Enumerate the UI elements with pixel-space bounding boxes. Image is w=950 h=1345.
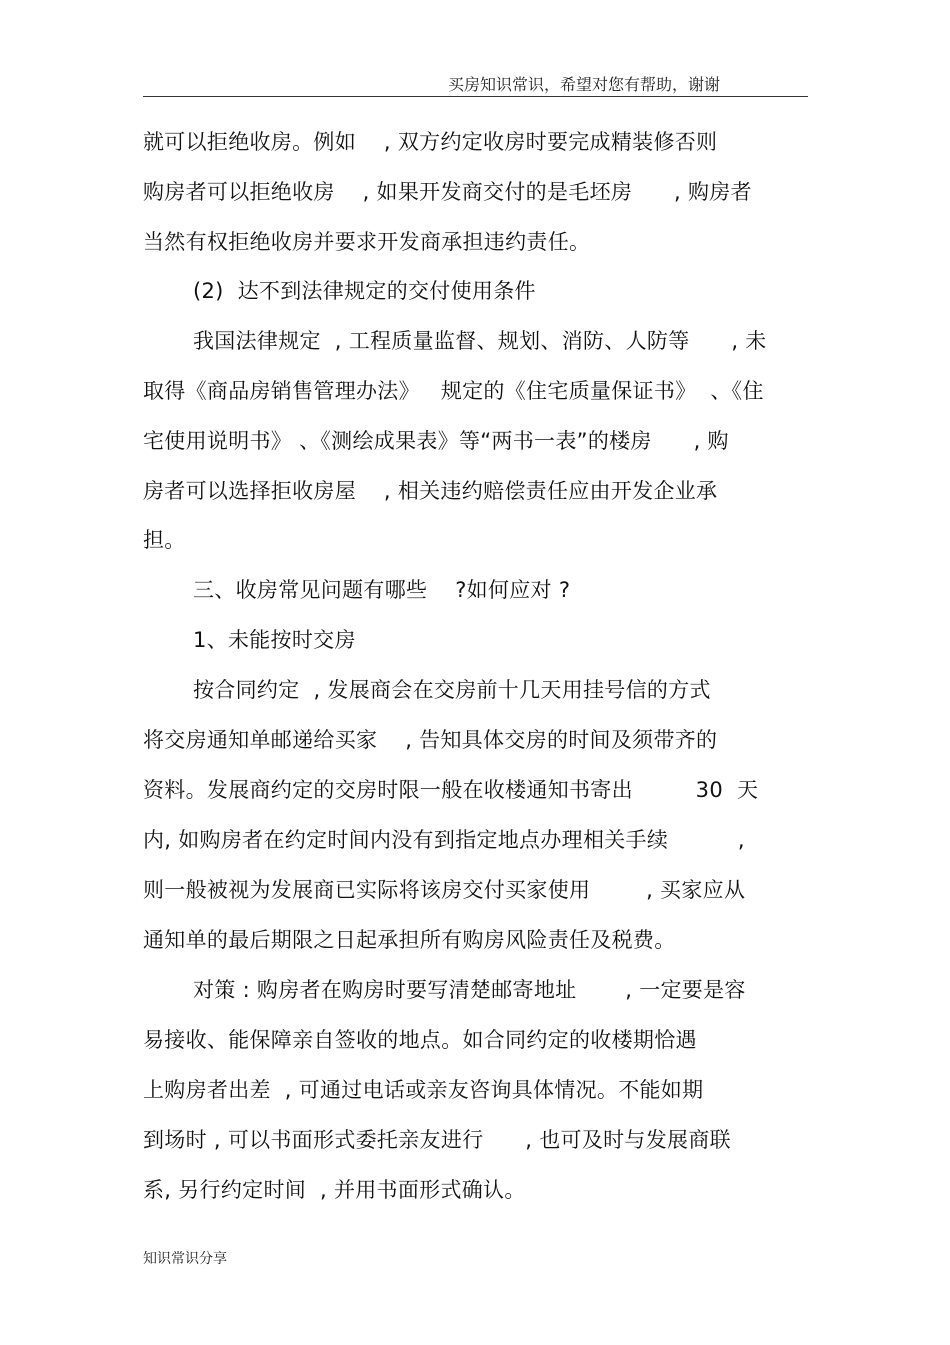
text-line: 易接收、能保障亲自签收的地点。如合同约定的收楼期恰遇 — [143, 1028, 697, 1052]
section-heading: (2) 达不到法律规定的交付使用条件 — [193, 279, 536, 303]
text-line: 到场时 , 可以书面形式委托亲友进行 , 也可及时与发展商联 — [143, 1128, 731, 1152]
text-line: 取得《商品房销售管理办法》 规定的《住宅质量保证书》 、《住 — [143, 379, 764, 403]
page-footer: 知识常识分享 — [143, 1251, 227, 1267]
text-line: 对策 : 购房者在购房时要写清楚邮寄地址 , 一定要是容 — [193, 978, 746, 1002]
text-line: 就可以拒绝收房。例如 , 双方约定收房时要完成精装修否则 — [143, 130, 718, 154]
text-line: 则一般被视为发展商已实际将该房交付买家使用 , 买家应从 — [143, 878, 746, 902]
text-line: 当然有权拒绝收房并要求开发商承担违约责任。 — [143, 230, 591, 254]
text-line: 按合同约定 , 发展商会在交房前十几天用挂号信的方式 — [193, 678, 711, 702]
text-line: 房者可以选择拒收房屋 , 相关违约赔偿责任应由开发企业承 — [143, 479, 718, 503]
text-line: 将交房通知单邮递给买家 , 告知具体交房的时间及须带齐的 — [143, 728, 718, 752]
text-line: 通知单的最后期限之日起承担所有购房风险责任及税费。 — [143, 928, 676, 952]
text-line: 上购房者出差 , 可通过电话或亲友咨询具体情况。不能如期 — [143, 1078, 704, 1102]
section-heading: 三、收房常见问题有哪些 ?如何应对 ? — [193, 578, 571, 602]
text-line: 资料。发展商约定的交房时限一般在收楼通知书寄出 30 天 — [143, 778, 759, 802]
text-line: 内, 如购房者在约定时间内没有到指定地点办理相关手续 , — [143, 828, 745, 852]
header-rule — [143, 96, 808, 97]
text-line: 系, 另行约定时间 , 并用书面形式确认。 — [143, 1178, 526, 1202]
text-line: 担。 — [143, 528, 186, 552]
text-line: 宅使用说明书》 、《测绘成果表》等“两书一表”的楼房 , 购 — [143, 429, 729, 453]
page-header: 买房知识常识，希望对您有帮助，谢谢 — [448, 75, 721, 94]
text-line: 购房者可以拒绝收房 , 如果开发商交付的是毛坯房 , 购房者 — [143, 180, 752, 204]
section-heading: 1、未能按时交房 — [193, 628, 356, 652]
text-line: 我国法律规定 , 工程质量监督、规划、消防、人防等 , 未 — [193, 329, 767, 353]
